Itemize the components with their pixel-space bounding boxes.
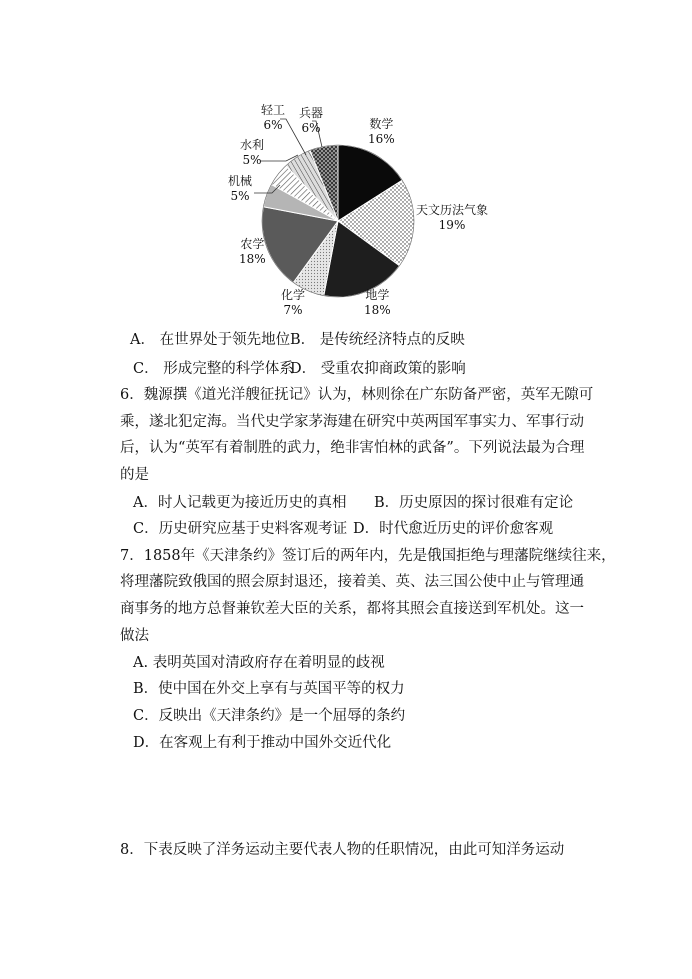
q8-line-1: 8．下表反映了洋务运动主要代表人物的任职情况，由此可知洋务运动 [120, 842, 565, 858]
label-astronomy: 天文历法气象 19% [416, 203, 489, 232]
label-weapons: 兵器 6% [299, 106, 324, 135]
q7-line-2: 将理藩院致俄国的照会原封退还，接着美、英、法三国公使中止与管理通 [120, 574, 584, 590]
q7-option-a: A. 表明英国对清政府存在着明显的歧视 [133, 655, 385, 671]
label-agriculture: 农学 18% [239, 237, 266, 266]
q6-line-3: 后，认为“英军有着制胜的武力，绝非害怕林的武备”。下列说法最为合理 [120, 440, 585, 456]
label-light-industry: 轻工 6% [261, 103, 286, 132]
q7-option-b: B．使中国在外交上享有与英国平等的权力 [133, 681, 405, 697]
pie-chart [220, 95, 520, 325]
q7-option-d: D．在客观上有利于推动中国外交近代化 [133, 735, 392, 751]
q7-line-4: 做法 [120, 628, 149, 644]
q6-option-a: A．时人记载更为接近历史的真相 [133, 495, 347, 511]
q6-line-2: 乘，遂北犯定海。当代史学家茅海建在研究中英两国军事实力、军事行动 [120, 414, 584, 430]
q7-line-1: 7．1858年《天津条约》签订后的两年内，先是俄国拒绝与理藩院继续往来， [120, 548, 616, 564]
q7-line-3: 商事务的地方总督兼钦差大臣的关系，都将其照会直接送到军机处。这一 [120, 601, 584, 617]
label-machinery: 机械 5% [228, 174, 253, 203]
q5-option-d: D． 受重农抑商政策的影响 [290, 361, 466, 377]
label-geography: 地学 18% [364, 288, 391, 317]
q6-line-1: 6．魏源撰《道光洋艘征抚记》认为，林则徐在广东防备严密，英军无隙可 [120, 387, 594, 403]
q6-option-c: C．历史研究应基于史料客观考证 [133, 521, 348, 537]
q5-option-b: B． 是传统经济特点的反映 [290, 332, 465, 348]
q7-option-c: C．反映出《天津条约》是一个屈辱的条约 [133, 708, 406, 724]
q6-option-b: B．历史原因的探讨很难有定论 [374, 495, 574, 511]
q6-option-d: D．时代愈近历史的评价愈客观 [353, 521, 554, 537]
q6-line-4: 的是 [120, 467, 149, 483]
q5-option-a: A． 在世界处于领先地位 [130, 332, 291, 348]
label-water: 水利 5% [240, 138, 265, 167]
label-math: 数学 16% [368, 117, 395, 146]
label-chemistry: 化学 7% [281, 288, 306, 317]
q5-option-c: C． 形成完整的科学体系 [133, 361, 294, 377]
